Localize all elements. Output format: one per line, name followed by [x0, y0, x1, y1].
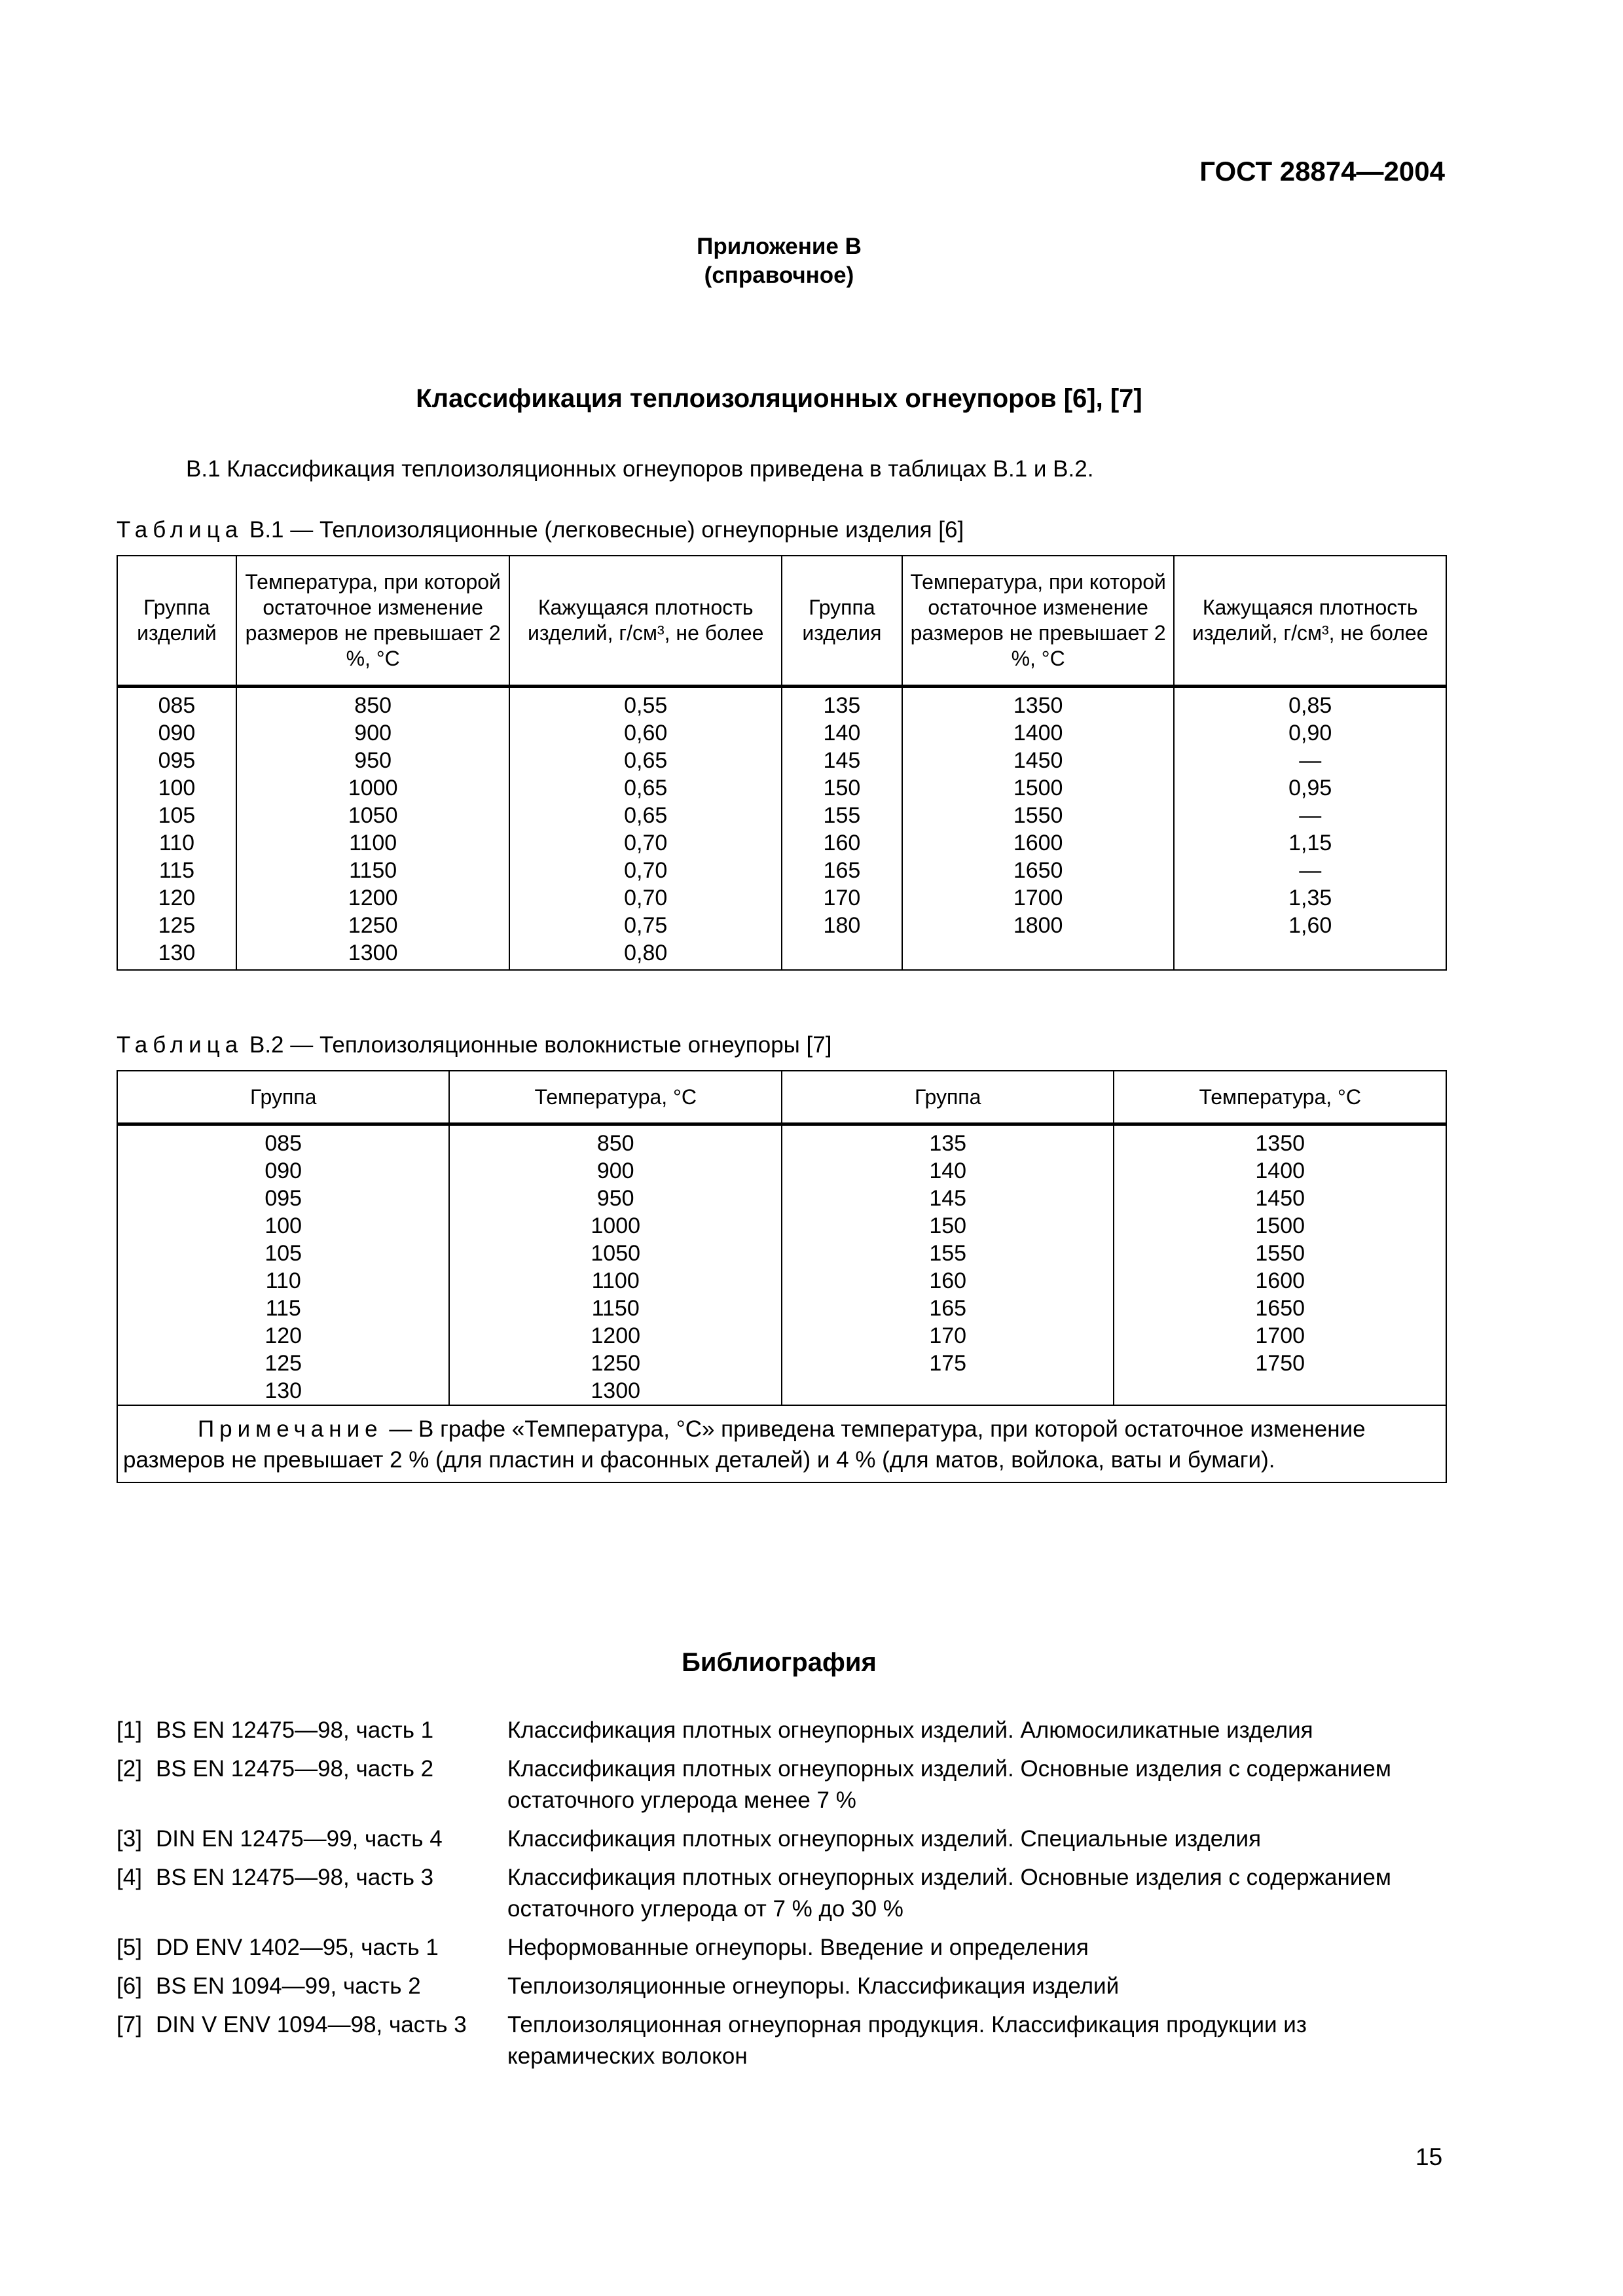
appendix-type: (справочное): [704, 262, 854, 288]
table-cell-value: 115: [158, 858, 195, 883]
table2-header-cell: Группа: [117, 1071, 449, 1124]
table-cell-value: 155: [823, 803, 861, 828]
table-cell-value: 150: [929, 1213, 967, 1238]
table-cell-value: 145: [929, 1186, 967, 1211]
bibliography-desc: Классификация плотных огнеупорных изделий. Основные изделия с содержанием остаточного углерода менее 7 %: [507, 1756, 1391, 1813]
bibliography-item: [117, 1971, 1452, 2002]
table-cell-value: 0,65: [624, 803, 668, 828]
table2-note-text: — В графе «Температура, °С» приведена температура, при которой остаточное изменение размеров не превышает 2 % (для пластин и фасонных деталей) и 4 % (для матов, войлока, ваты и бумаги).: [123, 1416, 1366, 1473]
table1-caption: [117, 517, 964, 543]
bibliography-desc: Теплоизоляционные огнеупоры. Классификация изделий: [507, 1973, 1120, 1999]
table1-header-cell: Группа изделия: [782, 556, 902, 687]
table-cell-value: 175: [929, 1351, 967, 1376]
table2-header-cell: Температура, °С: [1114, 1071, 1446, 1124]
table-cell-value: 850: [354, 693, 392, 718]
appendix-heading: [0, 232, 1558, 290]
table1-header-cell: Температура, при которой остаточное изменение размеров не превышает 2 %, °С: [236, 556, 510, 687]
table-cell-value: 1150: [349, 858, 397, 883]
table-cell-value: 1700: [1013, 886, 1063, 910]
table-cell-value: 1650: [1013, 858, 1063, 883]
table-cell-value: —: [1299, 748, 1322, 773]
table-cell-value: 1250: [348, 913, 398, 938]
table-cell-value: 1300: [591, 1378, 641, 1403]
table-cell-value: 170: [929, 1323, 967, 1348]
table-cell-value: 120: [158, 886, 196, 910]
table1-caption-label: Таблица: [117, 517, 244, 543]
table1-body-row: [117, 687, 1446, 971]
table-cell-value: 1050: [348, 803, 398, 828]
table-cell-value: 1250: [591, 1351, 641, 1376]
table-cell-value: 1750: [1255, 1351, 1305, 1376]
page-number: 15: [1415, 2144, 1443, 2170]
table-cell-value: 900: [354, 721, 392, 745]
table-cell-value: 1200: [591, 1323, 641, 1348]
table-cell-value: 1650: [1255, 1296, 1305, 1321]
table-cell-value: 1400: [1013, 721, 1063, 745]
table-cell-value: 150: [823, 776, 861, 800]
table1-header-cell: Кажущаяся плотность изделий, г/см³, не более: [1174, 556, 1446, 687]
bibliography-item: [117, 2009, 1452, 2072]
table1-col-temps-right: [902, 687, 1175, 971]
table-cell-value: 1600: [1013, 831, 1063, 855]
table-cell-value: 125: [158, 913, 196, 938]
table-cell-value: 1550: [1255, 1241, 1305, 1266]
table1-col-temps-left: [236, 687, 510, 971]
table-cell-value: 135: [823, 693, 861, 718]
intro-paragraph: В.1 Классификация теплоизоляционных огнеупоров приведена в таблицах В.1 и В.2.: [186, 456, 1094, 482]
bibliography-item: [117, 1823, 1452, 1855]
table-cell-value: 100: [264, 1213, 302, 1238]
bibliography-desc: Классификация плотных огнеупорных изделий. Основные изделия с содержанием остаточного углерода от 7 % до 30 %: [507, 1865, 1391, 1922]
table1-header-row: [117, 556, 1446, 687]
table-cell-value: 165: [823, 858, 861, 883]
table-cell-value: 1200: [348, 886, 398, 910]
bibliography-num: [1]: [117, 1717, 142, 1743]
table2-note-row: [117, 1405, 1446, 1482]
table-cell-value: 105: [264, 1241, 302, 1266]
table1-header-cell: Температура, при которой остаточное изменение размеров не превышает 2 %, °С: [902, 556, 1175, 687]
bibliography-num: [7]: [117, 2012, 142, 2037]
table-cell-value: 1300: [348, 941, 398, 965]
bibliography-num: [5]: [117, 1935, 142, 1960]
table-cell-value: 090: [264, 1158, 302, 1183]
table-cell-value: 1,35: [1288, 886, 1332, 910]
bibliography-desc: Неформованные огнеупоры. Введение и определения: [507, 1935, 1089, 1960]
section-title: Классификация теплоизоляционных огнеупоров [6], [7]: [416, 384, 1142, 413]
table1-col-densities-right: [1174, 687, 1446, 971]
table-cell-value: 900: [596, 1158, 634, 1183]
table-cell-value: 160: [823, 831, 861, 855]
bibliography-ref: BS EN 1094—99, часть 2: [156, 1973, 421, 1999]
table-cell-value: 1500: [1013, 776, 1063, 800]
standard-code: ГОСТ 28874—2004: [1199, 156, 1445, 187]
table-cell-value: 0,95: [1288, 776, 1332, 800]
bibliography-desc: Классификация плотных огнеупорных изделий. Алюмосиликатные изделия: [507, 1717, 1313, 1743]
table-cell-value: 105: [158, 803, 196, 828]
table-cell-value: 1050: [591, 1241, 641, 1266]
table1-caption-text: В.1 — Теплоизоляционные (легковесные) огнеупорные изделия [6]: [249, 517, 964, 543]
bibliography-num: [3]: [117, 1826, 142, 1852]
table-cell-value: 0,85: [1288, 693, 1332, 718]
bibliography-item: [117, 1715, 1452, 1746]
bibliography-num: [4]: [117, 1865, 142, 1890]
table2-col-groups-left: [117, 1124, 449, 1406]
table-cell-value: 0,90: [1288, 721, 1332, 745]
table1-header-cell: Группа изделий: [117, 556, 236, 687]
table2-header-cell: Группа: [782, 1071, 1114, 1124]
table2-caption-text: В.2 — Теплоизоляционные волокнистые огнеупоры [7]: [249, 1032, 832, 1058]
table2-caption: [117, 1032, 831, 1058]
table-cell-value: 1100: [349, 831, 397, 855]
table-cell-value: 1450: [1255, 1186, 1305, 1211]
table-cell-value: 0,80: [624, 941, 668, 965]
table-cell-value: 095: [158, 748, 196, 773]
table-cell-value: 0,70: [624, 858, 668, 883]
bibliography-num: [2]: [117, 1756, 142, 1782]
table-cell-value: 1,15: [1288, 831, 1332, 855]
bibliography-desc: Теплоизоляционная огнеупорная продукция. Классификация продукции из керамических волокон: [507, 2012, 1307, 2069]
table2-col-groups-right: [782, 1124, 1114, 1406]
table-cell-value: 0,70: [624, 886, 668, 910]
table-cell-value: 140: [929, 1158, 967, 1183]
table-cell-value: —: [1299, 803, 1322, 828]
table2-col-temps-left: [449, 1124, 782, 1406]
table-cell-value: 1700: [1255, 1323, 1305, 1348]
table-cell-value: 1100: [591, 1268, 640, 1293]
table2-header-cell: Температура, °С: [449, 1071, 782, 1124]
table-cell-value: 115: [265, 1296, 301, 1321]
table2: [117, 1070, 1447, 1483]
table2-body-row: [117, 1124, 1446, 1406]
table-cell-value: 160: [929, 1268, 967, 1293]
bibliography-num: [6]: [117, 1973, 142, 1999]
table-cell-value: 1350: [1013, 693, 1063, 718]
table-cell-value: —: [1299, 858, 1322, 883]
table1-col-groups-left: [117, 687, 236, 971]
bibliography-ref: DD ENV 1402—95, часть 1: [156, 1935, 439, 1960]
bibliography-title: Библиография: [682, 1648, 877, 1677]
bibliography-item: [117, 1932, 1452, 1964]
table-cell-value: 165: [929, 1296, 967, 1321]
table-cell-value: 0,65: [624, 776, 668, 800]
table-cell-value: 120: [264, 1323, 302, 1348]
table-cell-value: 1150: [591, 1296, 640, 1321]
table-cell-value: 0,70: [624, 831, 668, 855]
table-cell-value: 0,55: [624, 693, 668, 718]
bibliography-ref: BS EN 12475—98, часть 3: [156, 1865, 434, 1890]
appendix-title: Приложение В: [697, 234, 862, 259]
table-cell-value: 950: [354, 748, 392, 773]
table1-col-groups-right: [782, 687, 902, 971]
table-cell-value: 1350: [1255, 1131, 1305, 1156]
table-cell-value: 1450: [1013, 748, 1063, 773]
table1: [117, 555, 1447, 971]
table-cell-value: 180: [823, 913, 861, 938]
table-cell-value: 1400: [1255, 1158, 1305, 1183]
bibliography-desc: Классификация плотных огнеупорных изделий. Специальные изделия: [507, 1826, 1262, 1852]
table2-caption-label: Таблица: [117, 1032, 244, 1058]
table-cell-value: 1500: [1255, 1213, 1305, 1238]
table2-col-temps-right: [1114, 1124, 1446, 1406]
table-cell-value: 170: [823, 886, 861, 910]
bibliography-list: [117, 1715, 1452, 2079]
table-cell-value: 085: [264, 1131, 302, 1156]
table2-header-row: [117, 1071, 1446, 1124]
table-cell-value: 100: [158, 776, 196, 800]
table-cell-value: 1000: [591, 1213, 641, 1238]
bibliography-ref: DIN EN 12475—99, часть 4: [156, 1826, 443, 1852]
table-cell-value: 095: [264, 1186, 302, 1211]
table-cell-value: 140: [823, 721, 861, 745]
table-cell-value: 1550: [1013, 803, 1063, 828]
table-cell-value: 110: [158, 831, 195, 855]
table-cell-value: 090: [158, 721, 196, 745]
table-cell-value: 850: [596, 1131, 634, 1156]
bibliography-ref: DIN V ENV 1094—98, часть 3: [156, 2012, 467, 2037]
table-cell-value: 145: [823, 748, 861, 773]
bibliography-item: [117, 1862, 1452, 1925]
table1-header-cell: Кажущаяся плотность изделий, г/см³, не более: [509, 556, 782, 687]
table-cell-value: 130: [264, 1378, 302, 1403]
bibliography-ref: BS EN 12475—98, часть 1: [156, 1717, 434, 1743]
table-cell-value: 1000: [348, 776, 398, 800]
table2-note-label: Примечание: [198, 1416, 383, 1442]
table-cell-value: 130: [158, 941, 196, 965]
table1-col-densities-left: [509, 687, 782, 971]
table-cell-value: 125: [264, 1351, 302, 1376]
table-cell-value: 950: [596, 1186, 634, 1211]
table-cell-value: 0,60: [624, 721, 668, 745]
table-cell-value: 155: [929, 1241, 967, 1266]
bibliography-item: [117, 1753, 1452, 1816]
table-cell-value: 110: [265, 1268, 301, 1293]
table-cell-value: 1,60: [1288, 913, 1332, 938]
table-cell-value: 0,65: [624, 748, 668, 773]
table-cell-value: 0,75: [624, 913, 668, 938]
table-cell-value: 1600: [1255, 1268, 1305, 1293]
table-cell-value: 1800: [1013, 913, 1063, 938]
table-cell-value: 135: [929, 1131, 967, 1156]
table2-note: [117, 1405, 1446, 1482]
bibliography-ref: BS EN 12475—98, часть 2: [156, 1756, 434, 1782]
table-cell-value: 085: [158, 693, 196, 718]
